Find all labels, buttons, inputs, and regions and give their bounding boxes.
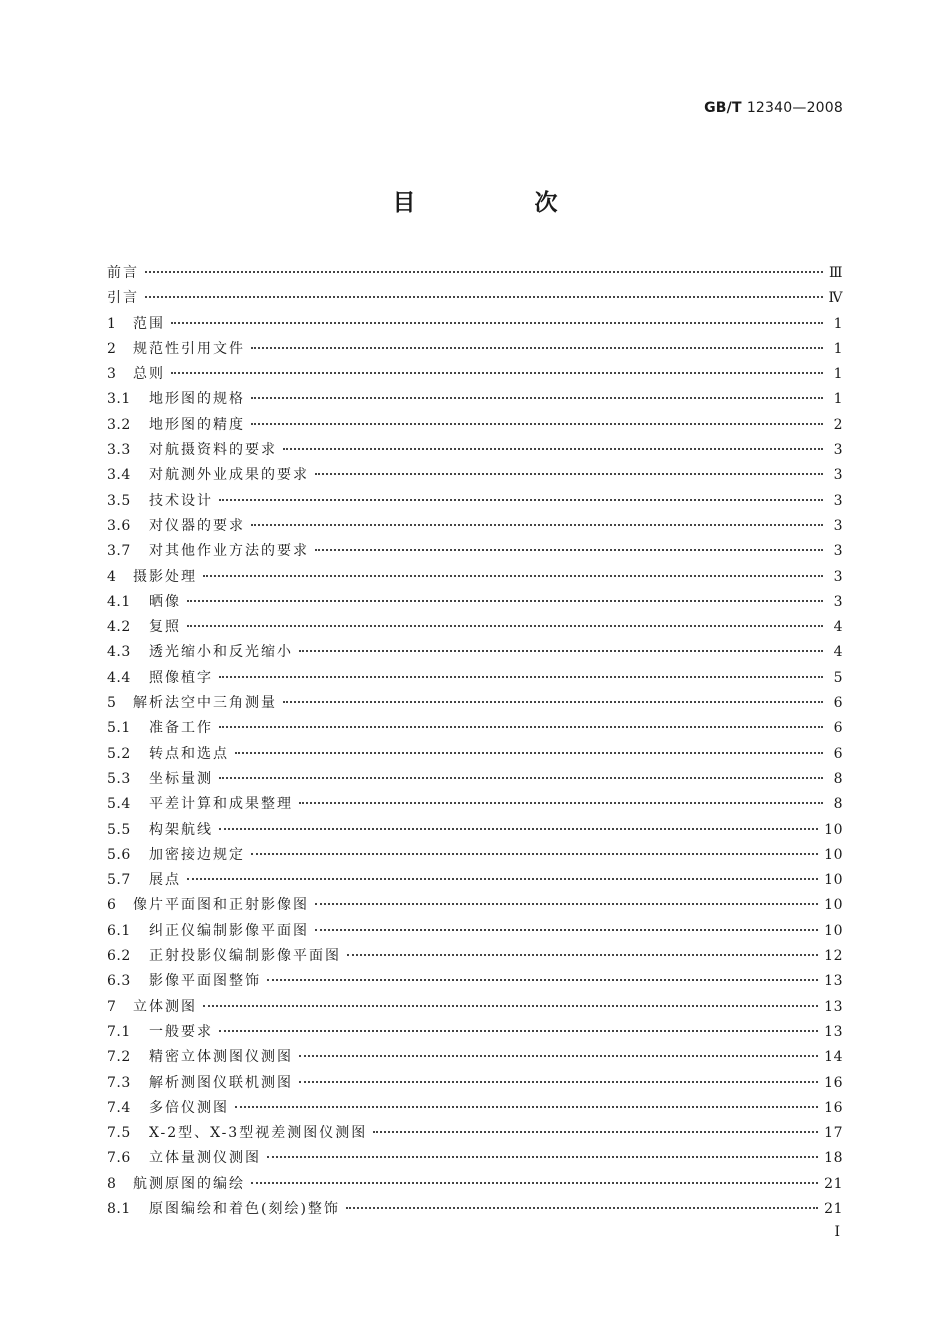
toc-entry-number: 7.2 (107, 1049, 131, 1066)
toc-entry-page: 10 (824, 846, 843, 863)
toc-entry-number: 3.5 (107, 492, 131, 509)
toc-leader-dots (251, 1182, 818, 1184)
toc-entry-label: 转点和选点 (149, 745, 229, 762)
toc-leader-dots (145, 271, 823, 273)
toc-entry[interactable] (107, 565, 843, 590)
toc-leader-dots (346, 1207, 818, 1209)
toc-entry[interactable] (107, 640, 843, 665)
toc-leader-dots (187, 625, 823, 627)
toc-entry-page: Ⅲ (828, 265, 843, 281)
toc-entry-number: 3.3 (107, 442, 131, 459)
toc-entry-number: 1 (107, 315, 117, 332)
toc-entry-number: 4 (107, 568, 117, 585)
toc-entry-page: 2 (833, 416, 843, 433)
toc-entry-label: 晒像 (149, 593, 181, 610)
toc-entry-page: 3 (833, 543, 843, 560)
toc-entry-number: 7.5 (107, 1125, 131, 1142)
toc-leader-dots (315, 903, 818, 905)
toc-entry-number: 7.3 (107, 1074, 131, 1091)
toc-entry[interactable] (107, 1121, 843, 1146)
toc-leader-dots (373, 1131, 818, 1133)
toc-entry[interactable] (107, 1020, 843, 1045)
toc-leader-dots (299, 1081, 818, 1083)
toc-entry-page: 10 (824, 821, 843, 838)
toc-entry-page: 6 (833, 695, 843, 712)
toc-entry[interactable] (107, 868, 843, 893)
toc-entry-label: 立体测图 (133, 998, 197, 1015)
toc-entry-page: 13 (824, 973, 843, 990)
toc-entry[interactable] (107, 716, 843, 741)
toc-entry-page: 14 (824, 1049, 843, 1066)
toc-entry-label: 原图编绘和着色(刻绘)整饰 (149, 1200, 340, 1217)
toc-leader-dots (251, 524, 823, 526)
toc-entry[interactable] (107, 1146, 843, 1171)
page-number: I (834, 1224, 840, 1240)
toc-entry-number: 5 (107, 695, 117, 712)
toc-entry-number: 6.1 (107, 922, 131, 939)
toc-entry[interactable] (107, 742, 843, 767)
toc-leader-dots (315, 929, 818, 931)
toc-entry[interactable] (107, 1045, 843, 1070)
toc-entry-number: 8.1 (107, 1200, 131, 1217)
toc-leader-dots (283, 448, 823, 450)
toc-entry-label: 技术设计 (149, 492, 213, 509)
toc-entry-label: 对航摄资料的要求 (149, 442, 277, 459)
toc-entry-number: 8 (107, 1175, 117, 1192)
toc-entry[interactable] (107, 463, 843, 488)
toc-entry-label: 总则 (133, 366, 165, 383)
toc-entry[interactable] (107, 1172, 843, 1197)
toc-entry[interactable] (107, 337, 843, 362)
toc-entry-page: 12 (824, 948, 843, 965)
toc-entry-number: 3.2 (107, 416, 131, 433)
toc-entry[interactable] (107, 514, 843, 539)
toc-entry-page: 4 (833, 644, 843, 661)
toc-leader-dots (267, 1156, 818, 1158)
toc-entry-page: 3 (833, 442, 843, 459)
toc-entry-page: 17 (824, 1125, 843, 1142)
toc-leader-dots (219, 1030, 818, 1032)
toc-entry-page: 1 (833, 315, 843, 332)
toc-entry-label: 规范性引用文件 (133, 340, 245, 357)
toc-leader-dots (145, 296, 823, 298)
toc-entry-number: 5.3 (107, 770, 131, 787)
toc-entry-label: 像片平面图和正射影像图 (133, 897, 309, 914)
toc-entry[interactable] (107, 539, 843, 564)
toc-entry-page: 21 (824, 1175, 843, 1192)
toc-entry-number: 7.1 (107, 1023, 131, 1040)
toc-entry-label: 引言 (107, 290, 139, 307)
toc-leader-dots (267, 979, 818, 981)
toc-entry[interactable] (107, 312, 843, 337)
toc-entry-number: 5.2 (107, 745, 131, 762)
toc-entry[interactable] (107, 944, 843, 969)
toc-entry-number: 4.1 (107, 593, 131, 610)
toc-entry-label: 解析法空中三角测量 (133, 695, 277, 712)
toc-leader-dots (347, 954, 818, 956)
toc-entry-label: 正射投影仪编制影像平面图 (149, 948, 341, 965)
toc-entry-number: 6.2 (107, 948, 131, 965)
toc-leader-dots (219, 726, 823, 728)
toc-entry-label: 精密立体测图仪测图 (149, 1049, 293, 1066)
toc-entry-number: 5.1 (107, 720, 131, 737)
toc-entry-page: 1 (833, 366, 843, 383)
toc-entry[interactable] (107, 995, 843, 1020)
toc-entry[interactable] (107, 691, 843, 716)
toc-entry-label: 加密接边规定 (149, 846, 245, 863)
toc-entry-label: 准备工作 (149, 720, 213, 737)
toc-entry-label: 构架航线 (149, 821, 213, 838)
toc-entry-label: 多倍仪测图 (149, 1099, 229, 1116)
toc-entry-page: 10 (824, 922, 843, 939)
toc-entry-label: 影像平面图整饰 (149, 973, 261, 990)
toc-entry-label: 范围 (133, 315, 165, 332)
toc-entry-page: 3 (833, 467, 843, 484)
toc-entry[interactable] (107, 261, 843, 286)
toc-leader-dots (171, 372, 823, 374)
toc-entry-number: 3 (107, 366, 117, 383)
toc-entry-label: 展点 (149, 872, 181, 889)
toc-entry-page: 6 (833, 720, 843, 737)
toc-leader-dots (203, 1005, 818, 1007)
toc-entry[interactable] (107, 792, 843, 817)
toc-entry-label: 一般要求 (149, 1023, 213, 1040)
toc-entry-label: 照像植字 (149, 669, 213, 686)
toc-leader-dots (171, 322, 823, 324)
toc-entry-page: 13 (824, 998, 843, 1015)
toc-entry-label: 航测原图的编绘 (133, 1175, 245, 1192)
toc-entry[interactable] (107, 362, 843, 387)
toc-entry-label: 解析测图仪联机测图 (149, 1074, 293, 1091)
toc-entry[interactable] (107, 438, 843, 463)
toc-entry-label: 地形图的精度 (149, 416, 245, 433)
toc-leader-dots (299, 802, 823, 804)
toc-entry-page: 10 (824, 897, 843, 914)
toc-leader-dots (251, 853, 818, 855)
toc-entry-label: 复照 (149, 619, 181, 636)
toc-entry-number: 6.3 (107, 973, 131, 990)
toc-entry-page: 5 (833, 669, 843, 686)
toc-entry-label: X-2型、X-3型视差测图仪测图 (149, 1125, 368, 1142)
toc-entry[interactable] (107, 843, 843, 868)
toc-entry[interactable] (107, 666, 843, 691)
toc-entry-number: 6 (107, 897, 117, 914)
toc-entry-page: 8 (833, 796, 843, 813)
toc-leader-dots (219, 499, 823, 501)
toc-leader-dots (235, 1106, 818, 1108)
toc-entry-page: 3 (833, 593, 843, 610)
toc-leader-dots (203, 575, 823, 577)
toc-entry-page: Ⅳ (828, 290, 843, 307)
toc-entry-label: 前言 (107, 265, 139, 281)
toc-leader-dots (299, 1055, 818, 1057)
toc-leader-dots (315, 473, 823, 475)
toc-entry-number: 5.6 (107, 846, 131, 863)
toc-entry[interactable] (107, 489, 843, 514)
toc-entry-page: 18 (824, 1150, 843, 1167)
page-title: 目 次 (392, 190, 606, 216)
toc-entry-label: 纠正仪编制影像平面图 (149, 922, 309, 939)
toc-entry-page: 3 (833, 492, 843, 509)
toc-entry-label: 平差计算和成果整理 (149, 796, 293, 813)
toc-entry[interactable] (107, 413, 843, 438)
standard-code (704, 100, 843, 116)
toc-entry-page: 4 (833, 619, 843, 636)
table-of-contents (107, 261, 843, 1222)
toc-entry-page: 21 (824, 1200, 843, 1217)
toc-entry-label: 地形图的规格 (149, 391, 245, 408)
toc-entry-number: 7.6 (107, 1150, 131, 1167)
toc-entry-page: 6 (833, 745, 843, 762)
toc-entry-page: 16 (824, 1099, 843, 1116)
toc-entry-number: 5.4 (107, 796, 131, 813)
toc-leader-dots (219, 676, 823, 678)
toc-entry-page: 10 (824, 872, 843, 889)
toc-entry-number: 7 (107, 998, 117, 1015)
toc-entry[interactable] (107, 818, 843, 843)
toc-entry-number: 3.6 (107, 517, 131, 534)
toc-entry-page: 1 (833, 340, 843, 357)
toc-entry-label: 透光缩小和反光缩小 (149, 644, 293, 661)
toc-entry-number: 3.7 (107, 543, 131, 560)
toc-entry[interactable] (107, 969, 843, 994)
toc-entry[interactable] (107, 919, 843, 944)
toc-entry-number: 3.1 (107, 391, 131, 408)
toc-leader-dots (299, 650, 823, 652)
standard-prefix: GB/T (704, 100, 742, 116)
toc-entry-label: 对航测外业成果的要求 (149, 467, 309, 484)
toc-entry-number: 5.5 (107, 821, 131, 838)
toc-entry-label: 对其他作业方法的要求 (149, 543, 309, 560)
toc-entry-page: 3 (833, 517, 843, 534)
toc-leader-dots (315, 549, 823, 551)
toc-entry[interactable] (107, 767, 843, 792)
toc-entry-label: 立体量测仪测图 (149, 1150, 261, 1167)
toc-entry[interactable] (107, 615, 843, 640)
toc-entry-number: 4.3 (107, 644, 131, 661)
toc-entry[interactable] (107, 590, 843, 615)
toc-entry[interactable] (107, 1197, 843, 1222)
toc-leader-dots (251, 423, 823, 425)
toc-entry-number: 3.4 (107, 467, 131, 484)
toc-entry-page: 8 (833, 770, 843, 787)
toc-entry-number: 5.7 (107, 872, 131, 889)
toc-entry-label: 对仪器的要求 (149, 517, 245, 534)
toc-leader-dots (187, 878, 818, 880)
toc-entry-number: 4.2 (107, 619, 131, 636)
toc-entry-number: 7.4 (107, 1099, 131, 1116)
toc-entry-page: 13 (824, 1023, 843, 1040)
toc-entry[interactable] (107, 286, 843, 311)
toc-entry-page: 3 (833, 568, 843, 585)
standard-number: 12340—2008 (746, 100, 843, 116)
toc-entry[interactable] (107, 387, 843, 412)
toc-entry[interactable] (107, 893, 843, 918)
toc-entry-page: 1 (833, 391, 843, 408)
toc-entry[interactable] (107, 1071, 843, 1096)
toc-entry-number: 4.4 (107, 669, 131, 686)
toc-leader-dots (235, 752, 823, 754)
toc-entry[interactable] (107, 1096, 843, 1121)
toc-leader-dots (251, 347, 823, 349)
toc-entry-label: 摄影处理 (133, 568, 197, 585)
toc-leader-dots (219, 828, 818, 830)
toc-leader-dots (251, 397, 823, 399)
toc-entry-number: 2 (107, 340, 117, 357)
toc-leader-dots (219, 777, 823, 779)
toc-leader-dots (187, 600, 823, 602)
toc-entry-page: 16 (824, 1074, 843, 1091)
toc-entry-label: 坐标量测 (149, 770, 213, 787)
toc-leader-dots (283, 701, 823, 703)
